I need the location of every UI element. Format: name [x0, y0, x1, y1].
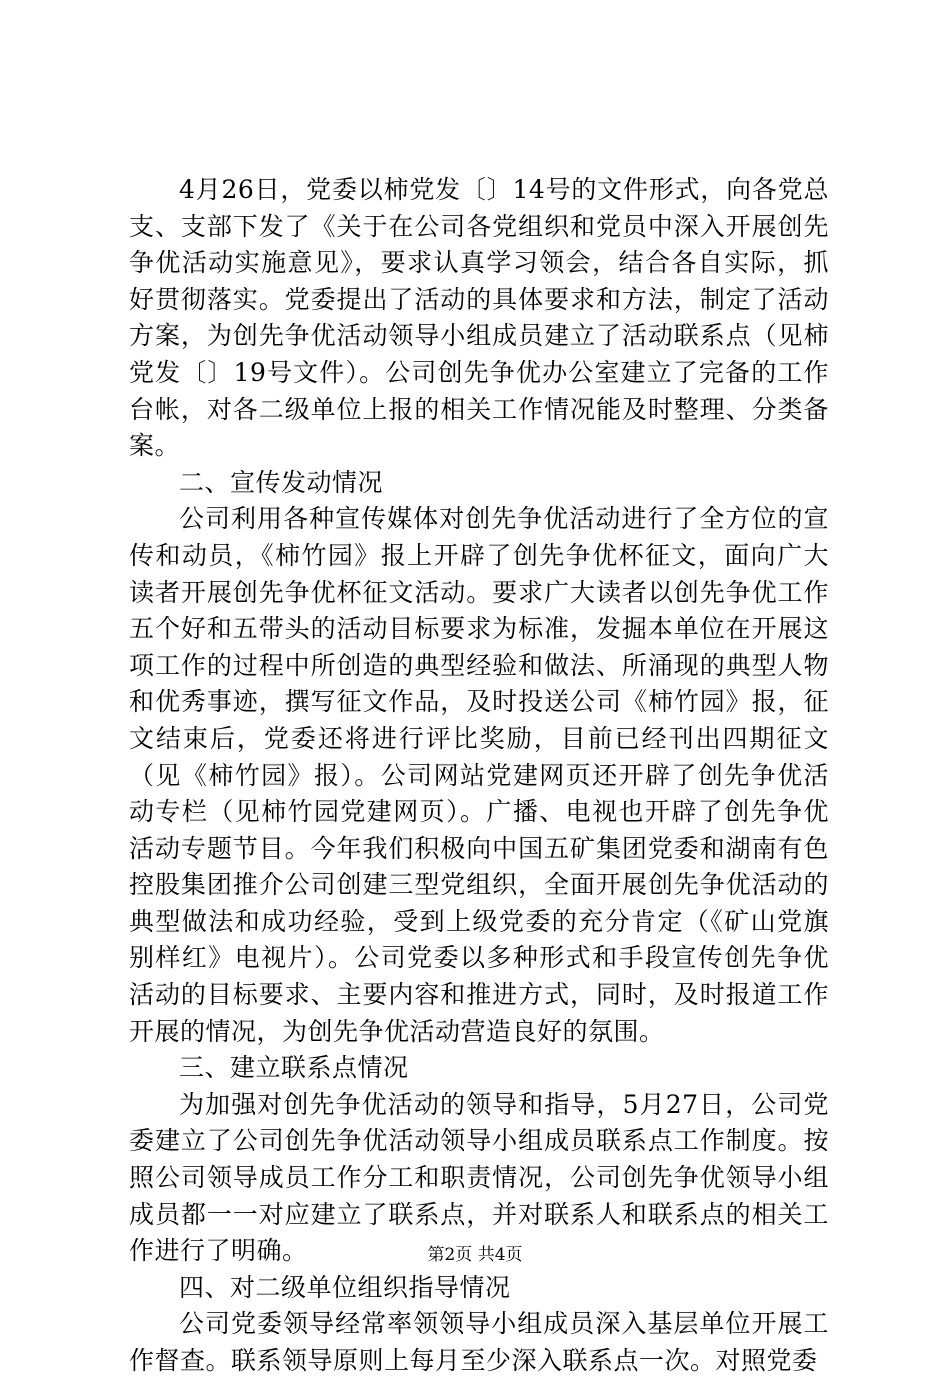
paragraph-contact-points: 为加强对创先争优活动的领导和指导，5月27日，公司党委建立了公司创先争优活动领导小组成员联系点工作制度。按照公司领导成员工作分工和职责情况，公司创先争优领导小组成员都一一对应建立了联系点，并对联系人和联系点的相关工作进行了明确。: [129, 1089, 829, 1266]
paragraph-intro: 4月26日，党委以柿党发〔〕14号的文件形式，向各党总支、支部下发了《关于在公司各党组织和党员中深入开展创先争优活动实施意见》，要求认真学习领会，结合各自实际，抓好贯彻落实。党委提出了活动的具体要求和方法，制定了活动方案，为创先争优活动领导小组成员建立了活动联系点（见柿党发〔〕19号文件）。公司创先争优办公室建立了完备的工作台帐，对各二级单位上报的相关工作情况能及时整理、分类备案。: [129, 175, 829, 461]
paragraph-publicity: 公司利用各种宣传媒体对创先争优活动进行了全方位的宣传和动员，《柿竹园》报上开辟了创先争优杯征文，面向广大读者开展创先争优杯征文活动。要求广大读者以创先争优工作五个好和五带头的活动目标要求为标准，发掘本单位在开展这项工作的过程中所创造的典型经验和做法、所涌现的典型人物和优秀事迹，撰写征文作品，及时投送公司《柿竹园》报，征文结束后，党委还将进行评比奖励，目前已经刊出四期征文（见《柿竹园》报）。公司网站党建网页还开辟了创先争优活动专栏（见柿竹园党建网页）。广播、电视也开辟了创先争优活动专题节目。今年我们积极向中国五矿集团党委和湖南有色控股集团推介公司创建三型党组织，全面开展创先争优活动的典型做法和成功经验，受到上级党委的充分肯定（《矿山党旗别样红》电视片）。公司党委以多种形式和手段宣传创先争优活动的目标要求、主要内容和推进方式，同时，及时报道工作开展的情况，为创先争优活动营造良好的氛围。: [129, 504, 829, 1046]
paragraph-guidance: 公司党委领导经常率领领导小组成员深入基层单位开展工作督查。联系领导原则上每月至少深入联系点一次。对照党委: [129, 1309, 829, 1375]
document-body: [129, 172, 829, 1380]
section-heading-contact-points: 三、建立联系点情况: [179, 1053, 409, 1083]
section-heading-publicity: 二、宣传发动情况: [179, 467, 384, 497]
page-number-footer: 第2页 共4页: [427, 1245, 523, 1265]
section-heading-guidance: 四、对二级单位组织指导情况: [179, 1272, 511, 1302]
